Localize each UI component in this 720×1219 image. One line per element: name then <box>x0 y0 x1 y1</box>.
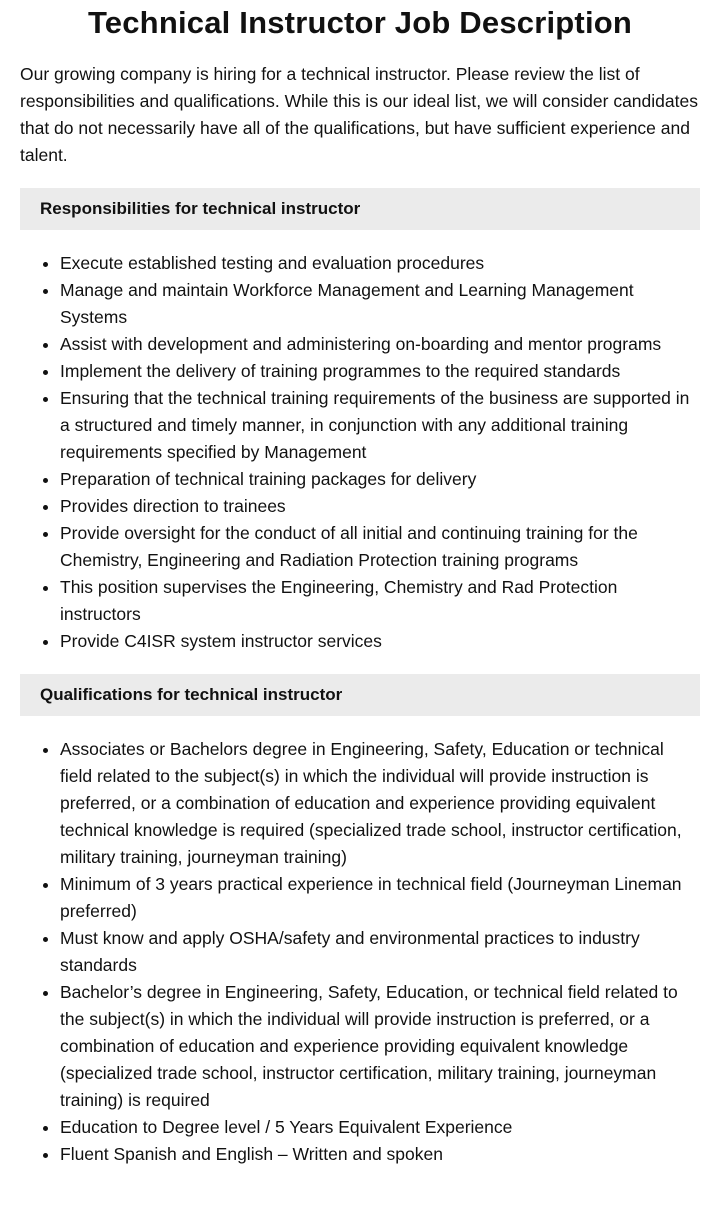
list-item: • Fluent Spanish and English – Written and spoken <box>60 1141 700 1168</box>
list-item: • Provide oversight for the conduct of all initial and continuing training for the Chemistry, Engineering and Radiation Protection training programs <box>60 520 700 574</box>
list-item: • Associates or Bachelors degree in Engineering, Safety, Education or technical field related to the subject(s) in which the individual will provide instruction is preferred, or a combination of education and experience providing equivalent technical knowledge is required (specialized trade school, instructor certification, military training, journeyman training) <box>60 736 700 871</box>
list-item: • Minimum of 3 years practical experience in technical field (Journeyman Lineman preferred) <box>60 871 700 925</box>
responsibilities-list <box>20 250 700 655</box>
list-item: • Provides direction to trainees <box>60 493 700 520</box>
page-title: Technical Instructor Job Description <box>87 5 633 40</box>
list-item: • Education to Degree level / 5 Years Equivalent Experience <box>60 1114 700 1141</box>
list-item: • This position supervises the Engineering, Chemistry and Rad Protection instructors <box>60 574 700 628</box>
list-item: • Must know and apply OSHA/safety and environmental practices to industry standards <box>60 925 700 979</box>
list-item: • Assist with development and administering on-boarding and mentor programs <box>60 331 700 358</box>
list-item: • Bachelor’s degree in Engineering, Safety, Education, or technical field related to the subject(s) in which the individual will provide instruction is preferred, or a combination of education and experience providing equivalent knowledge (specialized trade school, instructor certification, military training, journeyman training) is required <box>60 979 700 1114</box>
intro-paragraph: Our growing company is hiring for a technical instructor. Please review the list of responsibilities and qualifications. While this is our ideal list, we will consider candidates that do not necessarily have all of the qualifications, but have sufficient experience and talent. <box>20 64 698 165</box>
list-item: • Execute established testing and evaluation procedures <box>60 250 700 277</box>
qualifications-heading: Qualifications for technical instructor <box>20 674 700 716</box>
list-item: • Manage and maintain Workforce Management and Learning Management Systems <box>60 277 700 331</box>
responsibilities-heading: Responsibilities for technical instructor <box>20 188 700 230</box>
qualifications-list <box>20 736 700 1168</box>
list-item: • Preparation of technical training packages for delivery <box>60 466 700 493</box>
list-item: • Provide C4ISR system instructor services <box>60 628 700 655</box>
list-item: • Ensuring that the technical training requirements of the business are supported in a structured and timely manner, in conjunction with any additional training requirements specified by Management <box>60 385 700 466</box>
list-item: • Implement the delivery of training programmes to the required standards <box>60 358 700 385</box>
